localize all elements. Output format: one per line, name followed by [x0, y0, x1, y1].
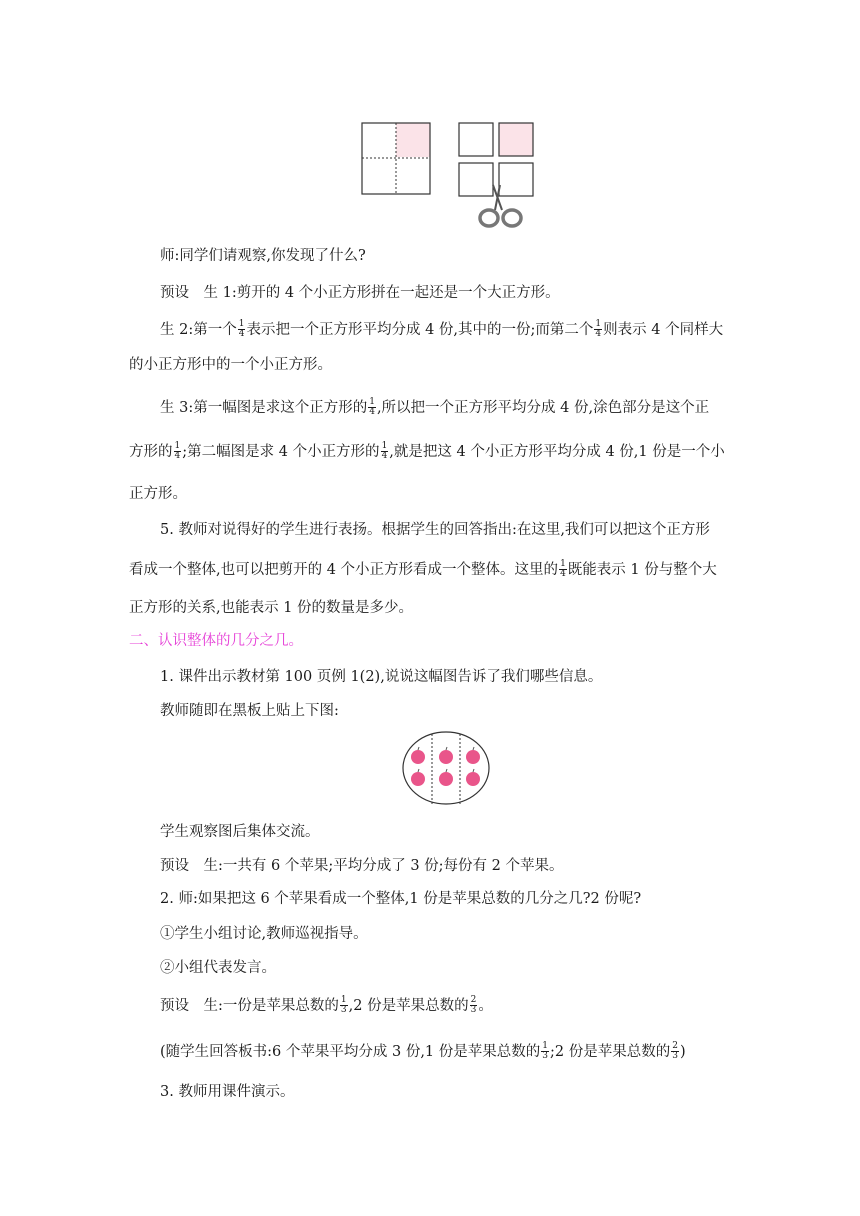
section-heading: 二、认识整体的几分之几。	[129, 633, 303, 649]
fraction-one-quarter: $\frac{1}{4}$	[238, 318, 245, 339]
square-figure	[355, 115, 555, 235]
small-square-3	[459, 163, 493, 196]
fraction-one-quarter: $\frac{1}{4}$	[560, 558, 566, 579]
fraction-one-quarter: $\frac{1}{4}$	[381, 440, 388, 461]
small-square-4	[499, 163, 533, 196]
para-preset-fraction: 预设 生:一份是苹果总数的 $\frac{1}{3}$ ,2 份是苹果总数的 $\frac{2}{3}$ 。	[160, 994, 493, 1015]
para-discuss: ①学生小组讨论,教师巡视指导。	[160, 926, 368, 942]
para-question-2: 2. 师:如果把这 6 个苹果看成一个整体,1 份是苹果总数的几分之几?2 份呢?	[160, 891, 642, 907]
para-courseware: 1. 课件出示教材第 100 页例 1(2),说说这幅图告诉了我们哪些信息。	[160, 669, 603, 685]
para-teacher-question: 师:同学们请观察,你发现了什么?	[160, 248, 366, 264]
para-student-3: 生 3:第一幅图是求这个正方形的 $\frac{1}{4}$ ,所以把一个正方形平均分成 4 份,涂色部分是这个正	[160, 396, 710, 417]
para-praise-cont: 看成一个整体,也可以把剪开的 4 个小正方形看成一个整体。这里的 $\frac{1}{4}$ 既能表示 1 份与整个大	[129, 558, 717, 579]
scissors-icon	[480, 185, 521, 226]
shaded-quarter	[396, 123, 430, 157]
apples-figure	[400, 730, 510, 810]
small-square-1	[459, 123, 493, 156]
para-observe: 学生观察图后集体交流。	[160, 824, 320, 840]
fraction-two-thirds: $\frac{2}{3}$	[470, 994, 477, 1015]
fraction-one-third: $\frac{1}{3}$	[340, 994, 347, 1015]
fraction-one-quarter: $\frac{1}{4}$	[595, 318, 602, 339]
apple-icon	[411, 747, 425, 764]
apple-icon	[411, 769, 425, 786]
oval-boundary	[403, 732, 489, 804]
fraction-two-thirds: $\frac{2}{3}$	[672, 1040, 678, 1061]
fraction-one-quarter: $\frac{1}{4}$	[174, 440, 181, 461]
apple-icon	[439, 747, 453, 764]
para-preset-apples: 预设 生:一共有 6 个苹果;平均分成了 3 份;每份有 2 个苹果。	[160, 858, 564, 874]
para-preset-1: 预设 生 1:剪开的 4 个小正方形拼在一起还是一个大正方形。	[160, 285, 560, 301]
apple-icon	[466, 769, 480, 786]
para-student-2-cont: 的小正方形中的一个小正方形。	[129, 357, 332, 373]
para-student-2: 生 2:第一个 $\frac{1}{4}$ 表示把一个正方形平均分成 4 份,其中的一份;而第二个 $\frac{1}{4}$ 则表示 4 个同样大	[160, 318, 724, 339]
fraction-one-third: $\frac{1}{3}$	[542, 1040, 548, 1061]
apple-icon	[439, 769, 453, 786]
para-praise-end: 正方形的关系,也能表示 1 份的数量是多少。	[129, 600, 414, 616]
para-present: ②小组代表发言。	[160, 960, 276, 976]
small-square-2	[499, 123, 533, 156]
para-demo: 3. 教师用课件演示。	[160, 1084, 295, 1100]
para-student-3-cont: 方形的 $\frac{1}{4}$ ;第二幅图是求 4 个小正方形的 $\frac{1}{4}$ ,就是把这 4 个小正方形平均分成 4 份,1 份是一个小	[129, 440, 725, 461]
para-board-writing: (随学生回答板书:6 个苹果平均分成 3 份,1 份是苹果总数的 $\frac{1}{3}$ ;2 份是苹果总数的 $\frac{2}{3}$ )	[160, 1040, 686, 1061]
apple-icon	[466, 747, 480, 764]
para-student-3-end: 正方形。	[129, 486, 187, 502]
para-praise: 5. 教师对说得好的学生进行表扬。根据学生的回答指出:在这里,我们可以把这个正方形	[160, 522, 710, 538]
fraction-one-quarter: $\frac{1}{4}$	[369, 396, 375, 417]
para-blackboard: 教师随即在黑板上贴上下图:	[160, 703, 339, 719]
